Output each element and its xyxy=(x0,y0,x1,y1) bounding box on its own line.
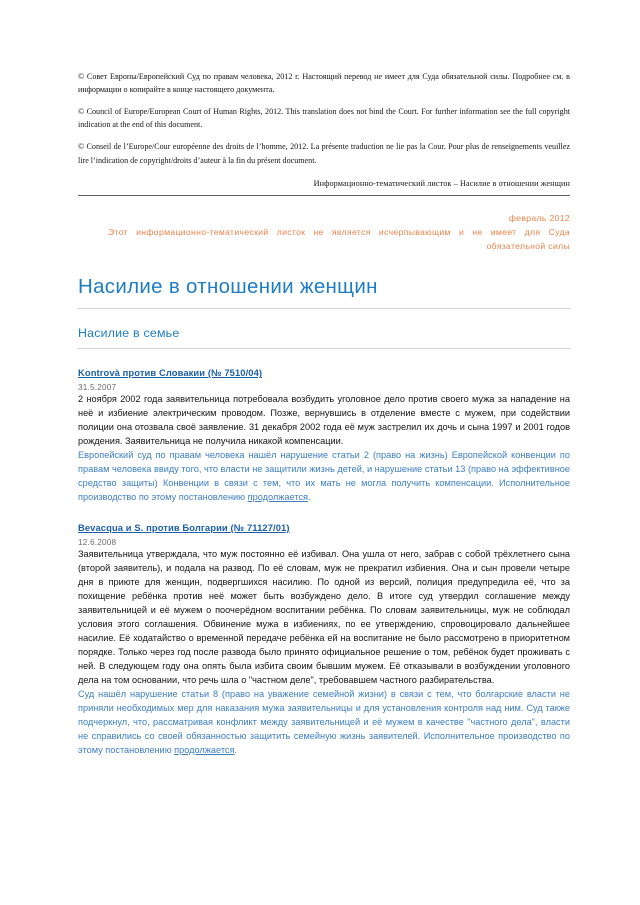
copyright-french: © Conseil de l’Europe/Cour européenne des droits de l’homme, 2012. La présente traduction ne lie pas la Cour. Pour plus de renseignements veuillez lire l’indication de copyright/droits d’auteur à la fin du présent document. xyxy=(78,142,570,165)
copyright-english: © Council of Europe/European Court of Human Rights, 2012. This translation does not bind the Court. For further information see the full copyright indication at the end of this document. xyxy=(78,107,570,130)
header-divider xyxy=(78,195,570,196)
case-entry xyxy=(78,363,570,505)
case-ruling xyxy=(78,688,570,758)
publication-date: февраль 2012 xyxy=(508,212,570,223)
copyright-russian: © Совет Европы/Европейский Суд по правам человека, 2012 г. Настоящий перевод не имеет для Суда обязательной силы. Подробнее см. в информации о копирайте в конце настоящего документа. xyxy=(78,72,570,95)
running-head: Информационно-тематический листок – Насилие в отношении женщин xyxy=(313,178,570,188)
disclaimer-text: Этот информационно-тематический листок не является исчерпывающим и не имеет для Суда обязательной силы xyxy=(108,226,570,251)
section-heading: Насилие в семье xyxy=(78,326,570,349)
case-title-link[interactable]: Bevacqua и S. против Болгарии (№ 71127/01) xyxy=(78,522,290,534)
ruling-text-start: Европейский суд по правам человека нашёл нарушение статьи 2 (право на жизнь) Европейской конвенции по правам человека ввиду того, что власти не защитили жизнь детей, и нарушение статьи 13 (право на эффективное средство защиты) Конвенции в связи с тем, что их мать не могла получить компенсации. Исполнительное производство по этому постановлению xyxy=(78,450,570,503)
case-date: 12.6.2008 xyxy=(78,538,117,548)
case-date: 31.5.2007 xyxy=(78,383,117,393)
case-entry xyxy=(78,518,570,758)
case-facts: Заявительница утверждала, что муж постоянно её избивал. Она ушла от него, забрав с собой трёхлетнего сына (второй заявитель), и подала на развод. По её словам, муж не прекратил избиения. Она и сын провели четыре дня в приюте для женщин, подвергшихся насилию. По одной из версий, полиция предупредила её, что за похищение ребёнка против неё может быть возбуждено дело. В итоге суд утвердил соглашение между заявительницей и её мужем о поочерёдном воспитании ребёнка. По словам заявительницы, муж не соблюдал условия этого соглашения. Обвинение мужа в избиениях, по ее утверждению, спровоцировало дальнейшее насилие. Её ходатайство о временной передаче ребёнка ей на воспитание не было рассмотрено в приоритетном порядке. Только через год после развода было принято официальное решение о том, ребёнок будет проживать с ней. В следующем году она опять была избита своим бывшим мужем. Её отказывали в возбуждении уголовного дела на том основании, что речь шла о "частном деле", требовавшем частного разбирательства. xyxy=(78,549,570,686)
ruling-text-start: Суд нашёл нарушение статьи 8 (право на уважение семейной жизни) в связи с тем, что болгарские власти не приняли необходимых мер для наказания мужа заявительницы и для установления контроля над ним. Суд также подчеркнул, что, рассматривая конфликт между заявительницей и её мужем в качестве "частного дела", власти не справились со своей обязанностью защитить семейную жизнь заявителей. Исполнительное производство по этому постановлению xyxy=(78,689,570,756)
case-ruling xyxy=(78,449,570,505)
case-title-link[interactable]: Kontrovà против Словакии (№ 7510/04) xyxy=(78,367,263,379)
case-facts: 2 ноября 2002 года заявительница потребовала возбудить уголовное дело против своего мужа за нападение на неё и избиение электрическим проводом. Позже, вернувшись в отделение вместе с мужем, при содействии полиции она отозвала своё заявление. 31 декабря 2002 года её муж застрелил их дочь и сына 1997 и 2001 годов рождения. Заявительница не получила никакой компенсации. xyxy=(78,394,570,447)
page-title: Насилие в отношении женщин xyxy=(78,275,570,309)
ruling-text-end: . xyxy=(307,492,311,503)
copyright-block xyxy=(78,70,570,167)
document-meta xyxy=(78,212,570,254)
ruling-text-end: . xyxy=(234,745,238,756)
execution-status-link[interactable]: продолжается xyxy=(247,492,308,503)
execution-status-link[interactable]: продолжается xyxy=(174,745,235,756)
